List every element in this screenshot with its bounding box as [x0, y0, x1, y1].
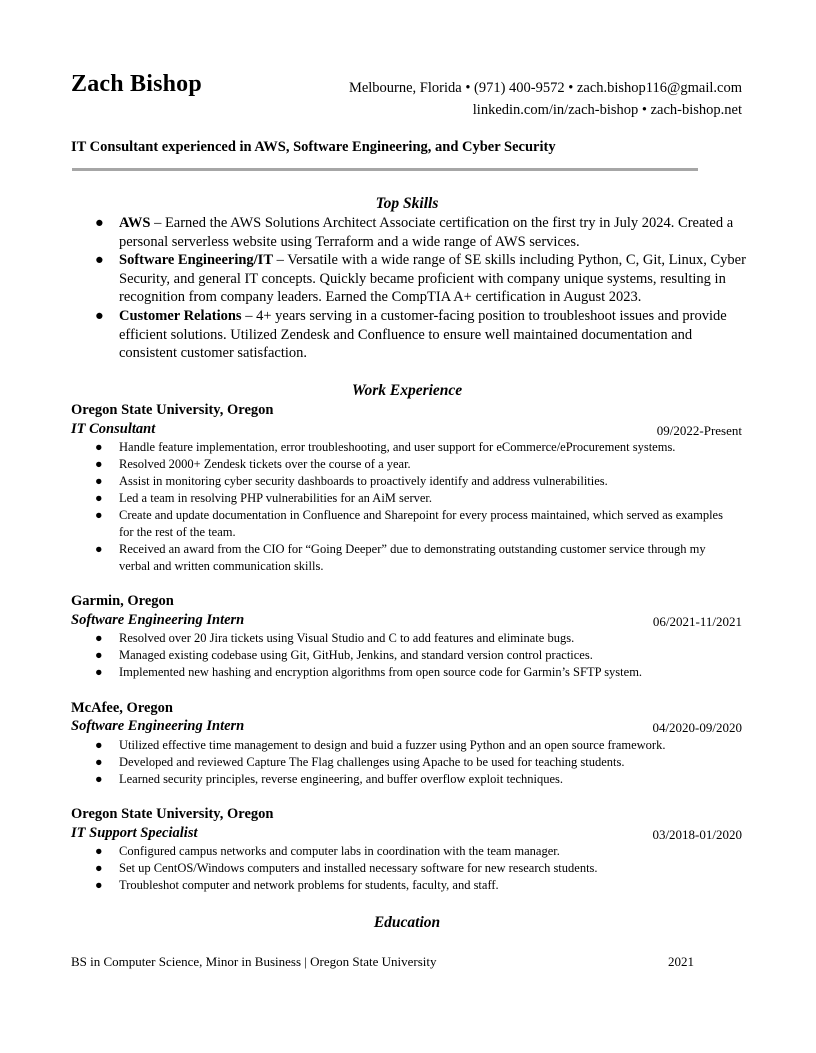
bullet-text: Managed existing codebase using Git, GitHub, Jenkins, and standard version control practices.: [119, 648, 593, 662]
skill-text: – Earned the AWS Solutions Architect Associate certification on the first try in July 2024. Created a personal serverless website using Terraform and a wide range of AWS services.: [119, 215, 734, 250]
list-item: [95, 754, 735, 771]
list-item: [95, 490, 735, 507]
bullet-text: Implemented new hashing and encryption algorithms from open source code for Garmin’s SFTP system.: [119, 665, 643, 679]
bullet-icon: ●: [95, 457, 103, 471]
headline: IT Consultant experienced in AWS, Software Engineering, and Cyber Security: [71, 139, 556, 155]
skill-item: [95, 251, 747, 307]
bullet-icon: ●: [95, 542, 103, 556]
list-item: [95, 664, 735, 681]
bullet-icon: ●: [95, 252, 104, 269]
bullet-text: Assist in monitoring cyber security dashboards to proactively identify and address vulnerabilities.: [119, 474, 608, 488]
list-item: [95, 737, 735, 754]
bullet-icon: ●: [95, 440, 103, 454]
list-item: [95, 771, 735, 788]
job-organization: McAfee, Oregon: [71, 700, 173, 716]
job-dates: 04/2020-09/2020: [652, 720, 742, 735]
job-dates: 06/2021-11/2021: [652, 614, 742, 629]
bullet-icon: ●: [95, 878, 103, 892]
skill-label: Customer Relations: [119, 307, 242, 324]
bullet-text: Create and update documentation in Confluence and Sharepoint for every process maintained, which served as examples for the rest of the team.: [119, 508, 723, 539]
bullet-icon: ●: [95, 738, 103, 752]
bullet-icon: ●: [95, 508, 103, 522]
bullet-text: Received an award from the CIO for “Going Deeper” due to demonstrating outstanding customer service through my verbal and written communication skills.: [119, 542, 706, 573]
skill-item: [95, 307, 747, 363]
list-item: [95, 630, 735, 647]
job-role: IT Consultant: [71, 421, 156, 437]
bullet-text: Troubleshot computer and network problems for students, faculty, and staff.: [119, 878, 499, 892]
skill-item: [95, 214, 747, 251]
job-organization: Garmin, Oregon: [71, 593, 174, 609]
resume-name: Zach Bishop: [71, 71, 202, 97]
bullet-icon: ●: [95, 491, 103, 505]
bullet-icon: ●: [95, 648, 103, 662]
bullet-text: Utilized effective time management to design and buid a fuzzer using Python and an open source framework.: [119, 738, 666, 752]
skill-label: Software Engineering/IT: [119, 252, 273, 269]
job-organization: Oregon State University, Oregon: [71, 806, 274, 822]
bullet-icon: ●: [95, 215, 104, 231]
job-dates: 03/2018-01/2020: [652, 827, 742, 842]
job-role: Software Engineering Intern: [71, 718, 245, 734]
section-title-education: Education: [373, 914, 441, 931]
bullet-text: Learned security principles, reverse engineering, and buffer overflow exploit techniques.: [119, 772, 564, 786]
bullet-text: Developed and reviewed Capture The Flag challenges using Apache to be used for teaching students.: [119, 755, 625, 769]
list-item: [95, 877, 735, 894]
bullet-text: Resolved over 20 Jira tickets using Visual Studio and C to add features and eliminate bugs.: [119, 631, 575, 645]
list-item: [95, 860, 735, 877]
header-divider: [72, 168, 698, 171]
job-bullets: [95, 737, 735, 788]
job-role: Software Engineering Intern: [71, 612, 245, 628]
list-item: [95, 843, 735, 860]
skill-text: – 4+ years serving in a customer-facing position to troubleshoot issues and provide efficient solutions. Utilized Zendesk and Confluence to ensure well maintained documentation and consistent customer satisfaction.: [119, 307, 727, 362]
list-item: [95, 507, 735, 541]
bullet-icon: ●: [95, 665, 103, 679]
job-dates: 09/2022-Present: [656, 423, 742, 438]
bullet-icon: ●: [95, 772, 103, 786]
bullet-icon: ●: [95, 755, 103, 769]
skills-list: [95, 214, 747, 363]
bullet-icon: ●: [95, 861, 103, 875]
bullet-icon: ●: [95, 844, 103, 858]
education-year: 2021: [668, 954, 694, 969]
job-role: IT Support Specialist: [71, 825, 198, 841]
education-degree: BS in Computer Science, Minor in Business | Oregon State University: [71, 954, 437, 969]
skill-text: – Versatile with a wide range of SE skills including Python, C, Git, Linux, Cyber Security, and general IT concepts. Quickly became proficient with company unique systems, resulting in recognition from company leaders. Earned the CompTIA A+ certification in August 2023.: [119, 252, 746, 306]
list-item: [95, 647, 735, 664]
bullet-text: Set up CentOS/Windows computers and installed necessary software for new research students.: [119, 861, 598, 875]
bullet-icon: ●: [95, 474, 103, 488]
job-bullets: [95, 439, 735, 575]
skill-label: AWS: [119, 215, 151, 231]
bullet-text: Handle feature implementation, error troubleshooting, and user support for eCommerce/eProcurement systems.: [119, 440, 676, 454]
list-item: [95, 541, 735, 575]
bullet-text: Configured campus networks and computer labs in coordination with the team manager.: [119, 844, 560, 858]
list-item: [95, 473, 735, 490]
contact-line-2: linkedin.com/in/zach-bishop • zach-bishop.net: [472, 102, 742, 118]
bullet-icon: ●: [95, 307, 104, 324]
list-item: [95, 456, 735, 473]
section-title-experience: Work Experience: [351, 382, 463, 399]
bullet-icon: ●: [95, 631, 103, 645]
job-organization: Oregon State University, Oregon: [71, 402, 274, 418]
contact-line-1: Melbourne, Florida • (971) 400-9572 • zach.bishop116@gmail.com: [348, 80, 742, 96]
list-item: [95, 439, 735, 456]
bullet-text: Resolved 2000+ Zendesk tickets over the course of a year.: [119, 457, 411, 471]
job-bullets: [95, 630, 735, 681]
job-bullets: [95, 843, 735, 894]
section-title-skills: Top Skills: [375, 195, 439, 212]
bullet-text: Led a team in resolving PHP vulnerabilities for an AiM server.: [119, 491, 433, 505]
